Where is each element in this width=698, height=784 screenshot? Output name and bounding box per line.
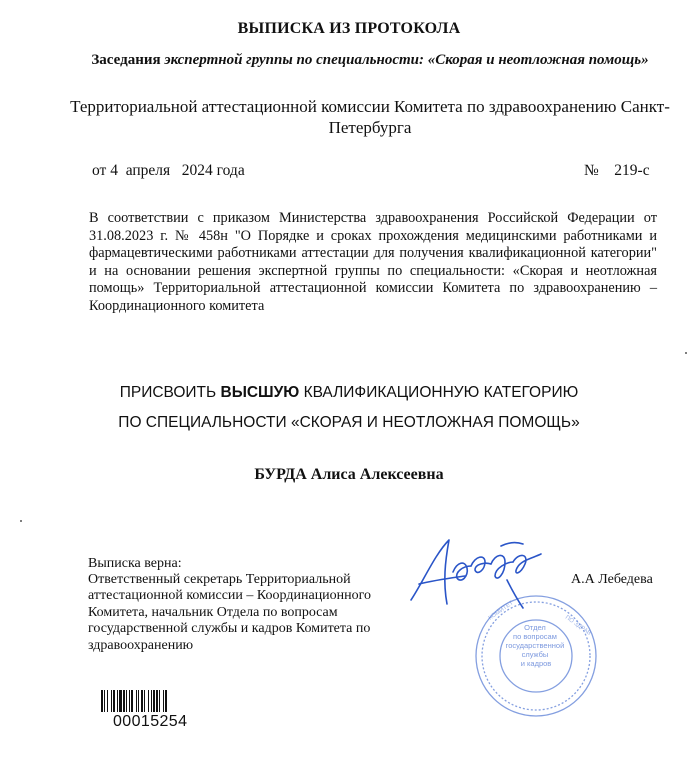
barcode-bar	[104, 690, 105, 712]
document-title: ВЫПИСКА ИЗ ПРОТОКОЛА	[237, 20, 461, 37]
decision-line-2: ПО СПЕЦИАЛЬНОСТИ «СКОРАЯ И НЕОТЛОЖНАЯ ПОМОЩЬ»	[118, 414, 580, 431]
barcode-bar	[123, 690, 125, 712]
protocol-number: № 219-с	[584, 162, 650, 179]
svg-text:ПО ЗДРАВ: ПО ЗДРАВ	[563, 614, 592, 637]
barcode-bar	[126, 690, 127, 712]
protocol-date: от 4 апреля 2024 года	[92, 162, 245, 179]
body-paragraph: В соответствии с приказом Министерства здравоохранения Российской Федерации от 31.08.2023 г. № 458н "О Порядке и сроках прохождения медицинскими работниками и фармацевтическими работниками аттестации для получения квалификационной категории" и на основании решения экспертной группы по специальности: «Скорая и неотложная помощь» Территориальной аттестационной комиссии Комитета по здравоохранению – Координационного комитета	[89, 210, 657, 314]
subtitle-italic: экспертной группы по специальности: «Скорая и неотложная помощь»	[164, 52, 649, 68]
barcode-bar	[148, 690, 149, 712]
barcode-bar	[101, 690, 103, 712]
signature	[405, 532, 555, 612]
secretary-position: Ответственный секретарь Территориальной аттестационной комиссии – Координационного Комитета, начальник Отдела по вопросам государственной службы и кадров Комитета по здравоохранению	[88, 572, 372, 653]
barcode-bar	[141, 690, 143, 712]
barcode	[100, 690, 210, 712]
barcode-bar	[151, 690, 152, 712]
barcode-bar	[165, 690, 167, 712]
barcode-bar	[156, 690, 158, 712]
person-name: БУРДА Алиса Алексеевна	[254, 466, 444, 483]
extract-verified-label: Выписка верна:	[88, 556, 182, 571]
barcode-bar	[113, 690, 115, 712]
stamp-text: Отдел по вопросам государственной службы и кадров	[505, 623, 565, 668]
barcode-bar	[117, 690, 118, 712]
scan-speck	[20, 520, 22, 522]
barcode-bar	[163, 690, 164, 712]
scan-speck	[685, 352, 687, 354]
barcode-bar	[136, 690, 137, 712]
barcode-bar	[107, 690, 108, 712]
barcode-bar	[119, 690, 122, 712]
subtitle-prefix: Заседания	[91, 52, 165, 68]
decision-category: ВЫСШУЮ	[220, 384, 300, 401]
barcode-bar	[159, 690, 160, 712]
barcode-number: 00015254	[113, 713, 188, 730]
barcode-bar	[111, 690, 112, 712]
document-subtitle	[90, 52, 650, 69]
decision-line-1	[0, 384, 698, 402]
barcode-bar	[153, 690, 155, 712]
barcode-bar	[138, 690, 139, 712]
barcode-bar	[144, 690, 145, 712]
svg-text:КОМИТЕТ: КОМИТЕТ	[487, 600, 515, 622]
decision-line-1-after: КВАЛИФИКАЦИОННУЮ КАТЕГОРИЮ	[299, 384, 579, 401]
barcode-bar	[129, 690, 130, 712]
signer-name: А.А Лебедева	[571, 572, 653, 587]
barcode-bar	[131, 690, 133, 712]
decision-line-1-before: ПРИСВОИТЬ	[119, 384, 221, 401]
commission-name: Территориальной аттестационной комиссии Комитета по здравоохранению Санкт-Петербурга	[70, 97, 670, 137]
